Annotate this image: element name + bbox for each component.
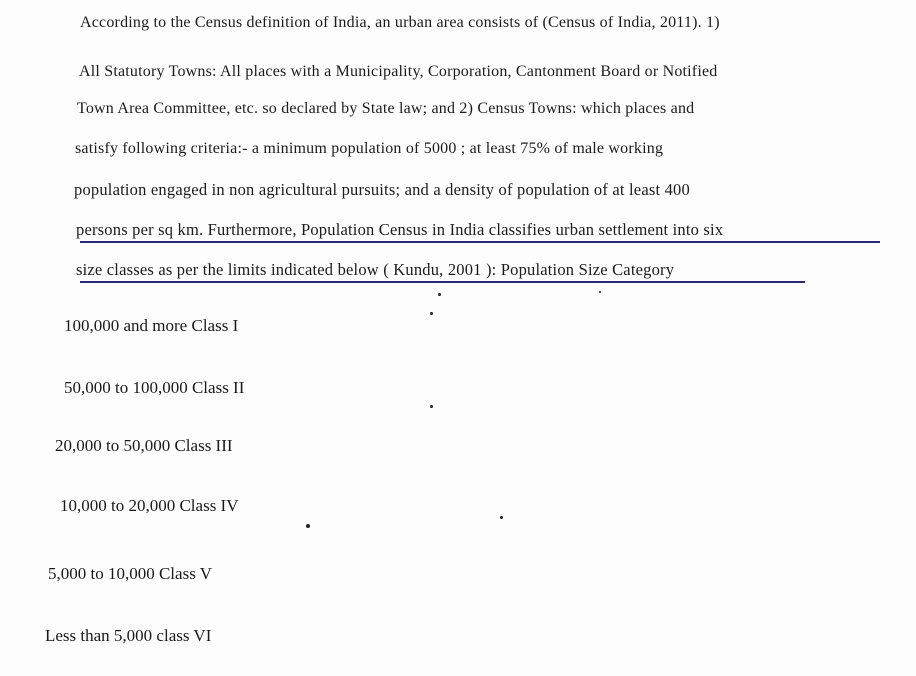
scan-speck [430,312,433,315]
pen-underline-1 [80,241,880,243]
paragraph-line-6: persons per sq km. Furthermore, Population Census in India classifies urban settlement into six [76,220,724,239]
paragraph-line-1: According to the Census definition of India, an urban area consists of (Census of India, 2011). 1) [80,14,720,31]
paragraph-line-2: All Statutory Towns: All places with a Municipality, Corporation, Cantonment Board or Notified [79,63,718,80]
pen-underline-2 [80,281,805,283]
paragraph-line-5: population engaged in non agricultural pursuits; and a density of population of at least 400 [74,180,690,199]
paragraph-line-4: satisfy following criteria:- a minimum population of 5000 ; at least 75% of male working [75,140,664,157]
class-item-2: 50,000 to 100,000 Class II [64,378,245,397]
scan-speck [599,291,601,293]
scan-speck [306,524,310,528]
class-item-1: 100,000 and more Class I [64,316,239,335]
paragraph-line-3: Town Area Committee, etc. so declared by State law; and 2) Census Towns: which places and [77,100,695,117]
scan-speck [430,405,433,408]
class-item-5: 5,000 to 10,000 Class V [48,564,213,583]
class-item-4: 10,000 to 20,000 Class IV [60,496,239,515]
paragraph-line-7: size classes as per the limits indicated below ( Kundu, 2001 ): Population Size Category [76,260,675,279]
class-item-6: Less than 5,000 class VI [45,626,212,645]
scan-speck [500,516,503,519]
scan-speck [438,293,441,296]
class-item-3: 20,000 to 50,000 Class III [55,436,233,455]
